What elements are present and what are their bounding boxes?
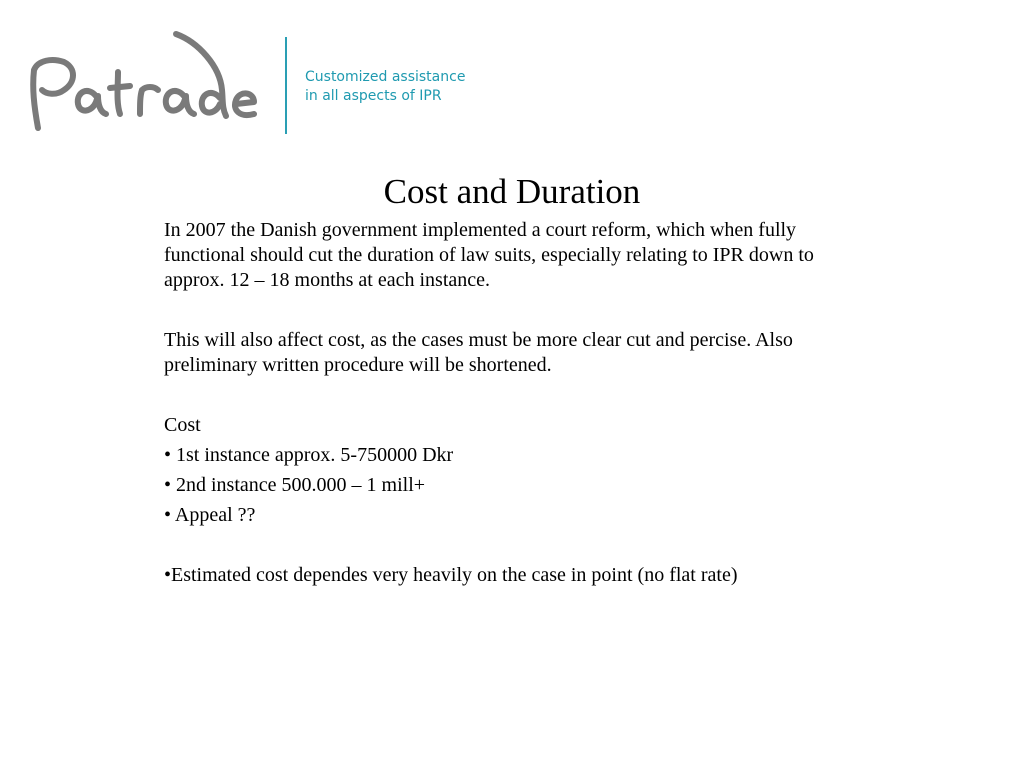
cost-heading: Cost (164, 414, 201, 436)
cost-item: • 2nd instance 500.000 – 1 mill+ (164, 474, 426, 496)
paragraph-cost-effect: This will also affect cost, as the cases must be more clear cut and percise. Also preliminary written procedure will be shortened. (164, 329, 793, 376)
slide-body (164, 218, 864, 588)
paragraph-court-reform: In 2007 the Danish government implemented a court reform, which when fully functional should cut the duration of law suits, especially relating to IPR down to approx. 12 – 18 months at each instance. (164, 219, 814, 291)
tagline-line-2: in all aspects of IPR (305, 88, 442, 104)
tagline-line-1: Customized assistance (305, 69, 466, 85)
cost-item: • 1st instance approx. 5-750000 Dkr (164, 444, 454, 466)
cost-note: •Estimated cost dependes very heavily on the case in point (no flat rate) (164, 564, 738, 586)
patrade-logo (22, 26, 277, 136)
slide-title: Cost and Duration (383, 172, 641, 211)
header-divider (285, 37, 287, 134)
cost-item: • Appeal ?? (164, 504, 256, 526)
tagline (305, 68, 465, 106)
